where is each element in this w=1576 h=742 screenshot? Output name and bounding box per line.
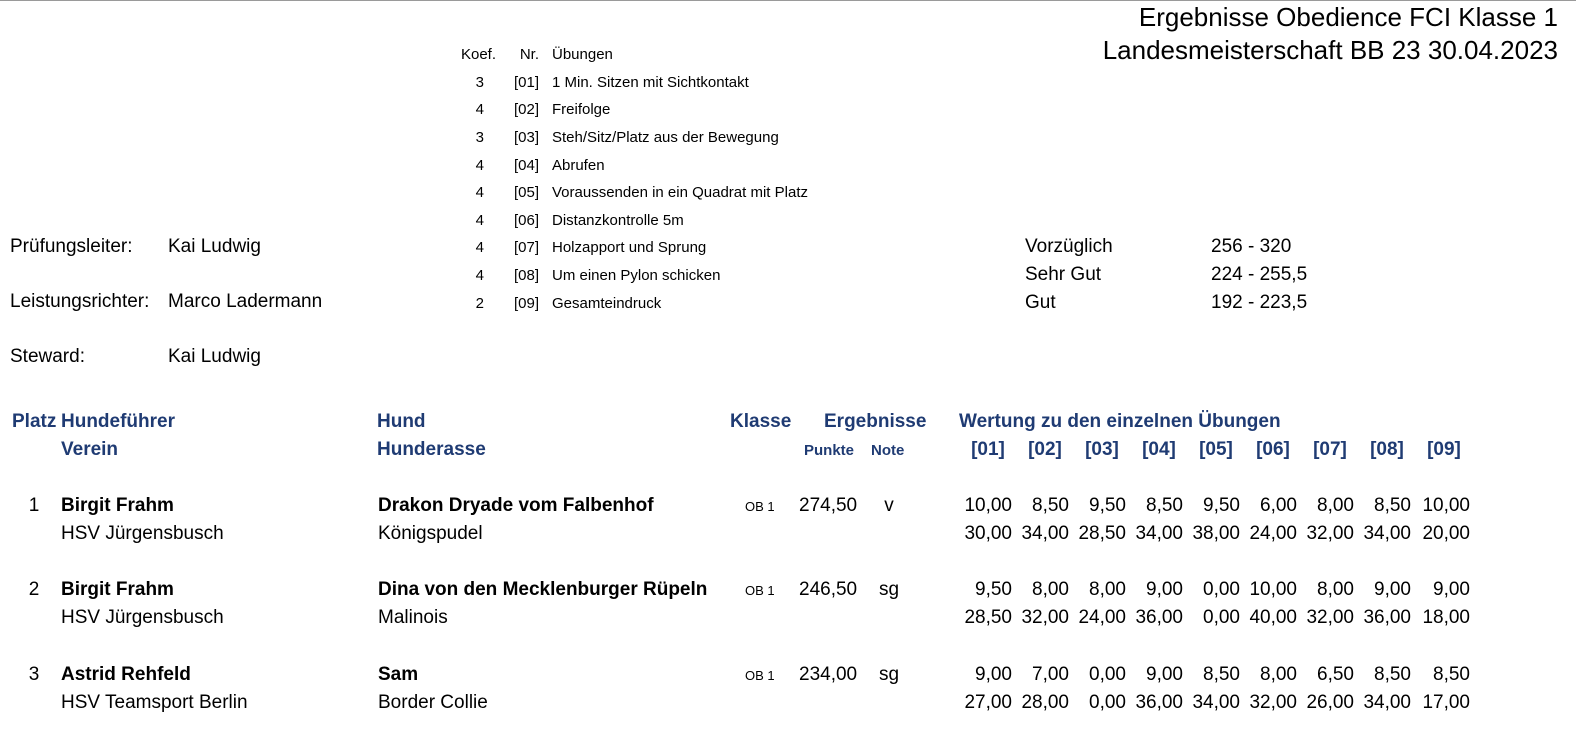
- result-exercise-score: 8,00: [1089, 579, 1126, 600]
- exercise-nr: [08]: [513, 267, 539, 284]
- result-breed: Malinois: [378, 607, 448, 628]
- result-club: HSV Jürgensbusch: [61, 607, 224, 628]
- result-platz: 1: [28, 495, 40, 516]
- page-title: Ergebnisse Obedience FCI Klasse 1: [1138, 2, 1558, 32]
- header-hund: Hund: [377, 411, 426, 432]
- exercise-koef: 3: [475, 129, 484, 146]
- result-handler: Astrid Rehfeld: [61, 664, 191, 685]
- result-exercise-score: 8,50: [1032, 495, 1069, 516]
- exercise-koef: 4: [475, 184, 484, 201]
- header-exercise-col: [07]: [1313, 439, 1347, 460]
- result-dog: Dina von den Mecklenburger Rüpeln: [378, 579, 708, 600]
- result-exercise-weighted: 34,00: [1363, 523, 1411, 544]
- result-exercise-score: 8,50: [1433, 664, 1470, 685]
- result-exercise-weighted: 32,00: [1021, 607, 1069, 628]
- result-note: v: [884, 495, 894, 516]
- grade-label: Vorzüglich: [1025, 236, 1113, 257]
- header-exercise-col: [06]: [1256, 439, 1290, 460]
- result-exercise-weighted: 34,00: [1363, 692, 1411, 713]
- result-club: HSV Teamsport Berlin: [61, 692, 248, 713]
- result-exercise-weighted: 34,00: [1135, 523, 1183, 544]
- result-punkte: 274,50: [799, 495, 858, 516]
- exercise-koef-header: Koef.: [460, 46, 496, 63]
- result-note: sg: [878, 579, 900, 600]
- result-breed: Königspudel: [378, 523, 483, 544]
- exercise-nr: [03]: [513, 129, 539, 146]
- result-exercise-weighted: 40,00: [1249, 607, 1297, 628]
- result-dog: Sam: [378, 664, 419, 685]
- exercise-name: Um einen Pylon schicken: [552, 267, 721, 284]
- result-exercise-weighted: 17,00: [1422, 692, 1470, 713]
- exercise-nr: [06]: [513, 212, 539, 229]
- official-name: Kai Ludwig: [168, 346, 261, 367]
- result-note: sg: [878, 664, 900, 685]
- header-exercise-col: [02]: [1028, 439, 1062, 460]
- result-exercise-weighted: 36,00: [1363, 607, 1411, 628]
- result-exercise-weighted: 18,00: [1422, 607, 1470, 628]
- result-punkte: 246,50: [799, 579, 858, 600]
- result-exercise-weighted: 34,00: [1192, 692, 1240, 713]
- exercise-name: Abrufen: [552, 157, 605, 174]
- exercise-koef: 2: [475, 295, 484, 312]
- exercise-nr: [09]: [513, 295, 539, 312]
- official-label: Prüfungsleiter:: [10, 236, 133, 257]
- result-handler: Birgit Frahm: [61, 495, 174, 516]
- header-note: Note: [871, 442, 905, 459]
- exercise-koef: 4: [475, 267, 484, 284]
- result-exercise-score: 6,50: [1317, 664, 1354, 685]
- header-platz: Platz: [12, 411, 57, 432]
- header-punkte: Punkte: [804, 442, 855, 459]
- result-exercise-weighted: 28,50: [964, 607, 1012, 628]
- result-exercise-weighted: 0,00: [1203, 607, 1240, 628]
- official-name: Marco Ladermann: [168, 291, 323, 312]
- exercise-koef: 3: [475, 74, 484, 91]
- exercise-name: Holzapport und Sprung: [552, 239, 707, 256]
- grade-label: Gut: [1025, 292, 1056, 313]
- result-exercise-score: 8,00: [1317, 495, 1354, 516]
- result-exercise-score: 9,00: [1433, 579, 1470, 600]
- result-platz: 3: [28, 664, 40, 685]
- exercise-nr: [07]: [513, 239, 539, 256]
- grade-range: 256 - 320: [1211, 236, 1292, 257]
- result-exercise-weighted: 32,00: [1306, 523, 1354, 544]
- exercise-nr: [01]: [513, 74, 539, 91]
- exercise-nr-header: Nr.: [519, 46, 539, 63]
- result-exercise-score: 10,00: [964, 495, 1012, 516]
- result-exercise-score: 8,50: [1146, 495, 1183, 516]
- header-wertung: Wertung zu den einzelnen Übungen: [959, 411, 1281, 432]
- exercise-name: Gesamteindruck: [552, 295, 662, 312]
- header-exercise-col: [04]: [1142, 439, 1176, 460]
- exercise-nr: [05]: [513, 184, 539, 201]
- header-exercise-col: [01]: [971, 439, 1005, 460]
- result-exercise-score: 8,00: [1260, 664, 1297, 685]
- result-exercise-weighted: 36,00: [1135, 607, 1183, 628]
- result-exercise-score: 9,00: [1146, 579, 1183, 600]
- header-verein: Verein: [61, 439, 119, 460]
- exercise-koef: 4: [475, 101, 484, 118]
- result-exercise-score: 8,00: [1032, 579, 1069, 600]
- exercise-nr: [02]: [513, 101, 539, 118]
- page-subtitle: Landesmeisterschaft BB 23 30.04.2023: [1102, 35, 1558, 65]
- exercise-name: Distanzkontrolle 5m: [552, 212, 684, 229]
- exercise-name: Freifolge: [552, 101, 611, 118]
- exercise-name: Voraussenden in ein Quadrat mit Platz: [552, 184, 808, 201]
- result-exercise-weighted: 28,50: [1078, 523, 1126, 544]
- result-exercise-score: 0,00: [1203, 579, 1240, 600]
- header-exercise-col: [05]: [1199, 439, 1233, 460]
- result-exercise-weighted: 32,00: [1249, 692, 1297, 713]
- official-label: Leistungsrichter:: [10, 291, 150, 312]
- result-exercise-score: 9,00: [1146, 664, 1183, 685]
- result-exercise-weighted: 24,00: [1078, 607, 1126, 628]
- result-klasse: OB 1: [745, 499, 775, 514]
- result-exercise-score: 9,50: [1203, 495, 1240, 516]
- result-exercise-weighted: 38,00: [1192, 523, 1240, 544]
- exercise-name: 1 Min. Sitzen mit Sichtkontakt: [552, 74, 749, 91]
- header-ergebnisse: Ergebnisse: [824, 411, 927, 432]
- exercise-nr: [04]: [513, 157, 539, 174]
- result-handler: Birgit Frahm: [61, 579, 174, 600]
- result-club: HSV Jürgensbusch: [61, 523, 224, 544]
- result-exercise-weighted: 30,00: [964, 523, 1012, 544]
- official-name: Kai Ludwig: [168, 236, 261, 257]
- result-exercise-score: 9,00: [975, 664, 1012, 685]
- result-exercise-score: 9,50: [975, 579, 1012, 600]
- grade-range: 192 - 223,5: [1211, 292, 1308, 313]
- result-exercise-weighted: 32,00: [1306, 607, 1354, 628]
- top-border: [0, 0, 1576, 1]
- result-exercise-score: 8,50: [1203, 664, 1240, 685]
- exercise-koef: 4: [475, 212, 484, 229]
- header-klasse: Klasse: [730, 411, 792, 432]
- header-hundefuehrer: Hundeführer: [61, 411, 175, 432]
- result-exercise-weighted: 0,00: [1089, 692, 1126, 713]
- result-exercise-weighted: 26,00: [1306, 692, 1354, 713]
- header-exercise-col: [08]: [1370, 439, 1404, 460]
- exercise-koef: 4: [475, 239, 484, 256]
- result-exercise-score: 8,00: [1317, 579, 1354, 600]
- official-label: Steward:: [10, 346, 85, 367]
- result-exercise-weighted: 28,00: [1021, 692, 1069, 713]
- grade-label: Sehr Gut: [1025, 264, 1102, 285]
- result-exercise-score: 8,50: [1374, 664, 1411, 685]
- exercise-name-header: Übungen: [552, 46, 613, 63]
- result-exercise-weighted: 36,00: [1135, 692, 1183, 713]
- result-exercise-weighted: 20,00: [1422, 523, 1470, 544]
- result-exercise-score: 6,00: [1260, 495, 1297, 516]
- result-exercise-score: 10,00: [1422, 495, 1470, 516]
- exercise-koef: 4: [475, 157, 484, 174]
- result-exercise-weighted: 34,00: [1021, 523, 1069, 544]
- header-exercise-col: [09]: [1427, 439, 1461, 460]
- result-exercise-weighted: 27,00: [964, 692, 1012, 713]
- result-klasse: OB 1: [745, 583, 775, 598]
- result-exercise-score: 8,50: [1374, 495, 1411, 516]
- result-platz: 2: [28, 579, 40, 600]
- result-exercise-weighted: 24,00: [1249, 523, 1297, 544]
- result-exercise-score: 9,50: [1089, 495, 1126, 516]
- result-breed: Border Collie: [378, 692, 488, 713]
- result-dog: Drakon Dryade vom Falbenhof: [378, 495, 654, 516]
- header-exercise-col: [03]: [1085, 439, 1119, 460]
- result-exercise-score: 0,00: [1089, 664, 1126, 685]
- result-exercise-score: 9,00: [1374, 579, 1411, 600]
- exercise-name: Steh/Sitz/Platz aus der Bewegung: [552, 129, 779, 146]
- header-hunderasse: Hunderasse: [377, 439, 486, 460]
- result-exercise-score: 10,00: [1249, 579, 1297, 600]
- result-exercise-score: 7,00: [1032, 664, 1069, 685]
- result-klasse: OB 1: [745, 668, 775, 683]
- grade-range: 224 - 255,5: [1211, 264, 1308, 285]
- result-punkte: 234,00: [799, 664, 858, 685]
